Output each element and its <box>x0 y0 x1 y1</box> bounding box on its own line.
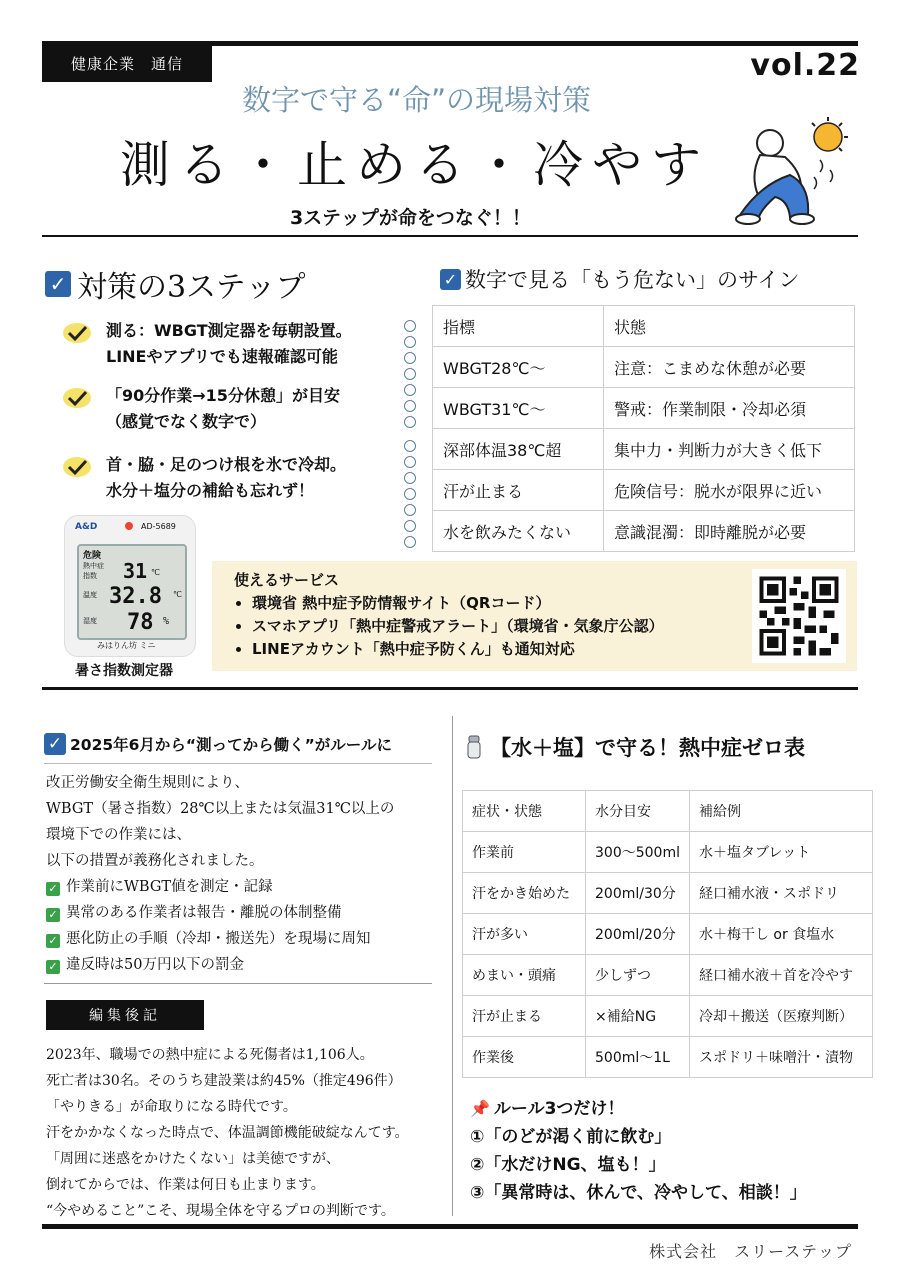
company-name: 株式会社 スリーステップ <box>649 1242 852 1261</box>
rule-line: 改正労働安全衛生規則により、 <box>46 775 249 791</box>
check-icon: ✓ <box>46 934 60 948</box>
zero-table-heading-text: 【水＋塩】で守る！熱中症ゼロ表 <box>490 736 805 760</box>
table-cell: 汗をかき始めた <box>463 873 586 914</box>
table-cell: 200ml/30分 <box>586 873 690 914</box>
table-cell: 集中力・判断力が大きく低下 <box>604 429 855 470</box>
table-row <box>433 347 855 388</box>
editor-line: 2023年、職場での熱中症による死傷者は1,106人。 <box>46 1047 374 1063</box>
qr-code-icon[interactable] <box>752 569 846 663</box>
services-heading: 使えるサービス <box>234 571 340 589</box>
page-title: 測る・止める・冷やす <box>120 136 710 194</box>
device-humidity-label: 湿度 <box>83 617 97 625</box>
services-list <box>234 592 664 661</box>
device-brand: A&D <box>75 522 98 532</box>
device-name: みはりん坊 ミニ <box>97 641 156 650</box>
table-row <box>433 429 855 470</box>
table-row <box>463 996 873 1037</box>
table-cell: 作業後 <box>463 1037 586 1078</box>
table-row <box>433 388 855 429</box>
check-icon: ✓ <box>46 908 60 922</box>
device-status: 危険 <box>83 551 102 561</box>
rules-heading <box>470 1095 807 1123</box>
rule-check-item <box>46 874 394 900</box>
checkmark-icon <box>62 322 92 344</box>
rule-line: 以下の措置が義務化されました。 <box>46 853 264 869</box>
services-item: • スマホアプリ「熱中症警戒アラート」（環境省・気象庁公認） <box>252 615 664 638</box>
table-cell: 危険信号：脱水が限界に近い <box>604 470 855 511</box>
table-cell: 300〜500ml <box>586 832 690 873</box>
device-wbgt-value: 31 <box>123 559 148 583</box>
table-cell: 注意：こまめな休憩が必要 <box>604 347 855 388</box>
table-cell: 汗が止まる <box>433 470 604 511</box>
device-model: AD-5689 <box>141 522 176 531</box>
table-cell: 水＋塩タブレット <box>689 832 872 873</box>
device-led <box>125 522 133 530</box>
check-icon: ✓ <box>46 960 60 974</box>
editor-line: 汗をかかなくなった時点で、体温調節機能破綻なんてす。 <box>46 1125 409 1141</box>
editor-line: 「やりきる」が命取りになる時代です。 <box>46 1099 297 1115</box>
services-item: • LINEアカウント「熱中症予防くん」も通知対応 <box>252 638 664 661</box>
table-cell: 500ml〜1L <box>586 1037 690 1078</box>
rule-heading-text: 2025年6月から“測ってから働く”がルールに <box>70 736 392 754</box>
table-row <box>463 832 873 873</box>
table-cell: WBGT28℃〜 <box>433 347 604 388</box>
device-wbgt-unit: ℃ <box>151 568 160 577</box>
check-icon: ✓ <box>46 882 60 896</box>
rule-check-text: 異常のある作業者は報告・離脱の体制整備 <box>66 905 342 921</box>
signs-heading-text: 数字で見る「もう危ない」のサイン <box>465 268 800 292</box>
table-cell: 経口補水液・スポドリ <box>689 873 872 914</box>
step-1-line1: 測る：WBGT測定器を毎朝設置。 <box>106 321 352 340</box>
table-cell: 水を飲みたくない <box>433 511 604 552</box>
rule-check-item <box>46 926 394 952</box>
checkbox-icon: ✓ <box>45 271 71 297</box>
table-cell: 経口補水液＋首を冷やす <box>689 955 872 996</box>
rule-item: ②「水だけNG、塩も！」 <box>470 1155 666 1175</box>
step-3-line2: 水分＋塩分の補給も忘れず！ <box>106 481 315 500</box>
table-cell: 汗が多い <box>463 914 586 955</box>
editor-line: 「周囲に迷惑をかけたくない」は美徳ですが、 <box>46 1151 340 1167</box>
table-cell: 少しずつ <box>586 955 690 996</box>
table-header-row <box>433 306 855 347</box>
device-temp-value: 32.8 <box>109 584 162 609</box>
table-cell: スポドリ＋味噌汁・漬物 <box>689 1037 872 1078</box>
table-cell: 警戒：作業制限・冷却必須 <box>604 388 855 429</box>
table-header-cell: 水分目安 <box>586 791 690 832</box>
table-cell: 深部体温38℃超 <box>433 429 604 470</box>
device-temp-label: 温度 <box>83 591 97 599</box>
checkmark-icon <box>62 387 92 409</box>
services-box <box>212 561 857 671</box>
editor-line: 倒れてからでは、作業は何日も止まります。 <box>46 1177 325 1193</box>
header-divider <box>42 235 858 237</box>
steps-heading-text: 対策の3ステップ <box>77 270 306 305</box>
device-humidity-value: 78 <box>127 610 154 635</box>
table-row <box>433 470 855 511</box>
rule-heading-underline <box>44 763 432 764</box>
device-humidity-unit: % <box>163 616 170 627</box>
binder-rings <box>404 440 418 552</box>
volume-number: vol.22 <box>750 48 860 83</box>
steps-heading <box>45 262 306 306</box>
device-wbgt-label: 熱中症指数 <box>83 562 104 580</box>
salt-shaker-icon <box>466 735 482 759</box>
services-item: • 環境省 熱中症予防情報サイト（QRコード） <box>252 592 664 615</box>
step-1-line2: LINEやアプリでも速報確認可能 <box>106 347 338 366</box>
rule-check-item <box>46 900 394 926</box>
table-row <box>463 914 873 955</box>
step-2-line1: 「90分作業→15分休憩」が目安 <box>106 386 340 405</box>
step-3-line1: 首・脇・足のつけ根を氷で冷却。 <box>106 455 347 474</box>
table-header-cell: 指標 <box>433 306 604 347</box>
table-cell: ×補給NG <box>586 996 690 1037</box>
zero-table <box>462 790 873 1078</box>
table-row <box>463 873 873 914</box>
danger-signs-table <box>432 305 855 552</box>
table-row <box>463 1037 873 1078</box>
checkbox-icon: ✓ <box>440 269 461 290</box>
rules-list <box>470 1095 807 1207</box>
newsletter-tag: 健康企業 通信 <box>42 45 212 82</box>
checkbox-icon: ✓ <box>44 733 66 755</box>
editor-line: “今やめること”こそ、現場全体を守るプロの判断です。 <box>46 1203 395 1219</box>
zero-table-heading <box>466 732 805 762</box>
rule-body <box>46 770 394 978</box>
table-cell: WBGT31℃〜 <box>433 388 604 429</box>
rule-item: ①「のどが渇く前に飲む」 <box>470 1127 672 1147</box>
rule-check-text: 悪化防止の手順（冷却・搬送先）を現場に周知 <box>66 931 371 947</box>
table-row <box>433 511 855 552</box>
table-cell: 汗が止まる <box>463 996 586 1037</box>
editor-heading: 編集後記 <box>46 1000 204 1030</box>
table-cell: 水＋梅干し or 食塩水 <box>689 914 872 955</box>
rules-heading-text: ルール3つだけ！ <box>493 1099 625 1119</box>
table-cell: めまい・頭痛 <box>463 955 586 996</box>
table-header-cell: 補給例 <box>689 791 872 832</box>
rule-item: ③「異常時は、休んで、冷やして、相談！」 <box>470 1183 807 1203</box>
rule-divider <box>44 983 432 984</box>
signs-heading <box>440 264 800 294</box>
table-cell: 意識混濁：即時離脱が必要 <box>604 511 855 552</box>
rule-check-text: 違反時は50万円以下の罰金 <box>66 957 244 973</box>
rule-line: 環境下での作業には、 <box>46 827 191 843</box>
device-display <box>77 544 187 640</box>
table-cell: 作業前 <box>463 832 586 873</box>
column-divider <box>452 716 453 1216</box>
bottom-rule <box>42 1224 858 1229</box>
rule-heading <box>44 733 392 755</box>
sun-icon <box>812 117 848 151</box>
device-caption: 暑さ指数測定器 <box>75 663 173 679</box>
rule-line: WBGT（暑さ指数）28℃以上または気温31℃以上の <box>46 801 395 817</box>
rule-check-text: 作業前にWBGT値を測定・記録 <box>66 879 273 895</box>
table-header-cell: 症状・状態 <box>463 791 586 832</box>
table-row <box>463 955 873 996</box>
table-header-cell: 状態 <box>604 306 855 347</box>
wbgt-meter-image <box>64 515 196 657</box>
tagline: 3ステップが命をつなぐ！！ <box>290 207 531 229</box>
device-temp-unit: ℃ <box>173 590 182 599</box>
page-subtitle: 数字で守る“命”の現場対策 <box>242 83 592 117</box>
table-header-row <box>463 791 873 832</box>
step-2-line2: （感覚でなく数字で） <box>106 412 267 431</box>
rule-check-item <box>46 952 394 978</box>
table-cell: 冷却＋搬送（医療判断） <box>689 996 872 1037</box>
checkmark-icon <box>62 456 92 478</box>
editor-line: 死亡者は30名。そのうち建設業は約45%（推定496件） <box>46 1073 402 1089</box>
middle-divider <box>42 687 858 690</box>
pushpin-icon: 📌 <box>470 1099 490 1118</box>
table-cell: 200ml/20分 <box>586 914 690 955</box>
editor-body <box>46 1042 409 1224</box>
binder-rings <box>404 320 418 432</box>
heatstroke-person-illustration <box>730 115 855 230</box>
